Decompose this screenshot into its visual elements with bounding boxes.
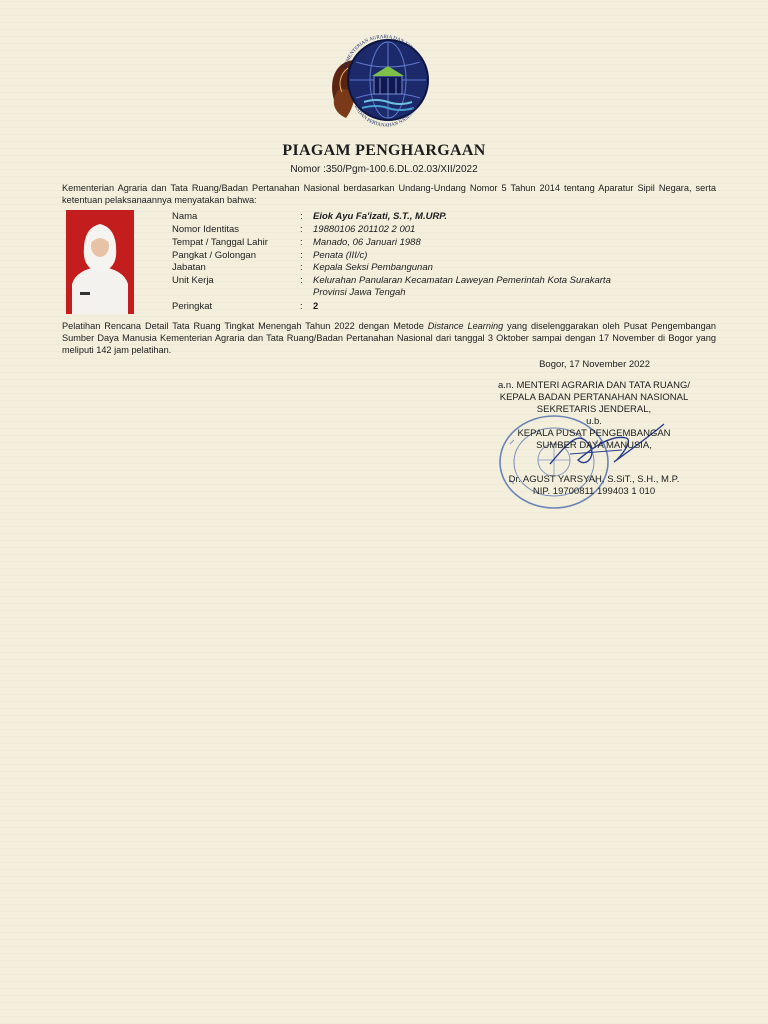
field-label-rank: Pangkat / Golongan [172, 250, 256, 261]
training-text-part2: yang diselenggarakan oleh Pusat Pengembangan Sumber Daya Manusia Kementerian Agraria dan Tata Ruang/Badan Pertanahan Nasional dari tanggal 3 Oktober sampai dengan 17 November di Bogor yang meliputi 142 jam pelatihan. [62, 321, 716, 355]
signatory-line3: SEKRETARIS JENDERAL, [536, 404, 652, 415]
field-label-position: Jabatan [172, 262, 206, 273]
signatory-name: Dr. AGUST YARSYAH, S.SiT., S.H., M.P. [508, 474, 680, 485]
signatory-line4: u.b. [586, 416, 602, 427]
place-and-date: Bogor, 17 November 2022 [539, 359, 650, 370]
signatory-line1: a.n. MENTERI AGRARIA DAN TATA RUANG/ [498, 380, 690, 391]
signatory-line2: KEPALA BADAN PERTANAHAN NASIONAL [499, 392, 689, 403]
field-label-birth: Tempat / Tanggal Lahir [172, 237, 268, 248]
field-colon: : [300, 262, 303, 273]
field-colon: : [300, 211, 303, 222]
portrait-illustration [66, 210, 134, 314]
intro-paragraph: Kementerian Agraria dan Tata Ruang/Badan Pertanahan Nasional berdasarkan Undang-Undang Nomor 5 Tahun 2014 tentang Aparatur Sipil Negara, serta ketentuan pelaksanaannya menyatakan bahwa: [62, 183, 716, 205]
field-value-id: 19880106 201102 2 001 [313, 224, 416, 235]
field-label-ranking: Peringkat [172, 301, 213, 312]
training-method: Distance Learning [427, 321, 504, 331]
certificate-number: Nomor :350/Pgm-100.6.DL.02.03/XII/2022 [290, 164, 478, 175]
signatory-line6: SUMBER DAYA MANUSIA, [536, 440, 652, 451]
signatory-nip: NIP. 19700811 199403 1 010 [532, 486, 656, 497]
training-paragraph [62, 320, 716, 356]
field-value-position: Kepala Seksi Pembangunan [313, 262, 433, 273]
field-colon: : [300, 237, 303, 248]
field-label-unit: Unit Kerja [172, 275, 214, 286]
field-colon: : [300, 250, 303, 261]
bpn-emblem-logo [326, 30, 434, 134]
field-label-id: Nomor Identitas [172, 224, 240, 235]
field-value-name: Eiok Ayu Fa'izati, S.T., M.URP. [313, 211, 448, 222]
emblem-bottom-text: BADAN PERTANAHAN NASIONAL [352, 104, 420, 129]
field-colon: : [300, 275, 303, 286]
field-colon: : [300, 224, 303, 235]
field-value-birth: Manado, 06 Januari 1988 [313, 237, 421, 248]
certificate-title: PIAGAM PENGHARGAAN [282, 142, 486, 159]
field-value-unit: Kelurahan Panularan Kecamatan Laweyan Pemerintah Kota Surakarta [313, 275, 611, 286]
field-value-ranking: 2 [313, 301, 319, 312]
recipient-photo [66, 210, 134, 314]
field-label-name: Nama [172, 211, 198, 222]
signatory-line5: KEPALA PUSAT PENGEMBANGAN [517, 428, 671, 439]
training-text-part1: Pelatihan Rencana Detail Tata Ruang Tingkat Menengah Tahun 2022 dengan Metode [62, 321, 428, 331]
field-value-rank: Penata (III/c) [313, 250, 368, 261]
field-colon: : [300, 301, 303, 312]
field-value-unit-line2: Provinsi Jawa Tengah [313, 287, 406, 298]
emblem-top-text: KEMENTERIAN AGRARIA DAN TATA RUANG [343, 34, 425, 69]
